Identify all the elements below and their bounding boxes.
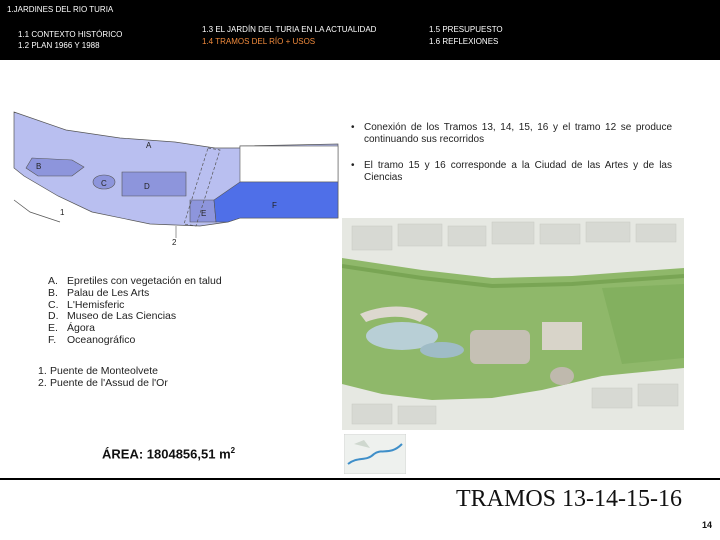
bullet-item [346, 160, 672, 184]
legend-text: Epretiles con vegetación en talud [67, 275, 222, 287]
label-a: A [146, 141, 152, 150]
legend-text: L'Hemisferic [67, 298, 125, 311]
legend-key: E. [48, 322, 58, 335]
legend-text: Oceanográfico [67, 333, 136, 346]
inset-map [344, 434, 406, 474]
bullet-list [346, 122, 672, 198]
legend-text: Palau de Les Arts [67, 286, 150, 299]
page-number: 14 [701, 520, 712, 530]
legend-item [48, 335, 222, 347]
zone-d-museo [122, 172, 186, 196]
label-b: B [36, 162, 42, 171]
label-bridge-2: 2 [172, 238, 177, 247]
aerial-photo [342, 218, 684, 430]
label-c: C [101, 179, 107, 188]
nav-item-tramos-active[interactable]: 1.4 TRAMOS DEL RÍO + USOS [202, 37, 316, 46]
area-text: ÁREA: 1804856,51 m [102, 446, 231, 462]
bullet-item [346, 122, 672, 146]
nav-item-plan[interactable]: 1.2 PLAN 1966 Y 1988 [18, 41, 100, 50]
legend-key: C. [48, 298, 59, 311]
bullet-dot-icon: • [351, 122, 355, 133]
site-plan-diagram [0, 100, 340, 250]
bullet-text: El tramo 15 y 16 corresponde a la Ciudad de las Artes y de las Ciencias [364, 160, 672, 183]
label-f: F [272, 201, 277, 210]
nav-item-presupuesto[interactable]: 1.5 PRESUPUESTO [429, 25, 503, 34]
bridge-1-outline [14, 200, 60, 222]
bridge-text: Puente de Monteolvete [50, 365, 158, 377]
legend-key: D. [48, 310, 59, 323]
legend-key: F. [48, 333, 57, 346]
legend-key: B. [48, 286, 58, 299]
label-bridge-1: 1 [60, 208, 65, 217]
area-unit-sup: 2 [230, 446, 236, 455]
legend-key: A. [48, 275, 58, 287]
bullet-text: Conexión de los Tramos 13, 14, 15, 16 y el tramo 12 se produce continuando sus recorridos [364, 122, 672, 145]
label-e: E [201, 209, 207, 218]
bridge-text: Puente de l'Assud de l'Or [50, 376, 168, 389]
page-title: TRAMOS 13-14-15-16 [456, 486, 682, 512]
legend-text: Ágora [67, 322, 96, 335]
header-bar [0, 0, 720, 60]
bridges-list [38, 366, 168, 390]
legend-list [48, 276, 222, 347]
nav-item-reflexiones[interactable]: 1.6 REFLEXIONES [429, 37, 499, 46]
area-label [102, 446, 235, 461]
nav-item-actualidad[interactable]: 1.3 EL JARDÍN DEL TURIA EN LA ACTUALIDAD [202, 25, 377, 34]
legend-text: Museo de Las Ciencias [67, 310, 177, 323]
bridge-key: 2. [38, 376, 47, 389]
brand-title: 1.JARDINES DEL RIO TURIA [7, 5, 114, 14]
white-block [240, 146, 338, 182]
bridge-item [38, 378, 168, 390]
bridge-key: 1. [38, 365, 47, 377]
label-d: D [144, 182, 150, 191]
footer-divider [0, 478, 720, 480]
nav-item-contexto[interactable]: 1.1 CONTEXTO HISTÓRICO [18, 30, 123, 39]
bullet-dot-icon: • [351, 160, 355, 171]
